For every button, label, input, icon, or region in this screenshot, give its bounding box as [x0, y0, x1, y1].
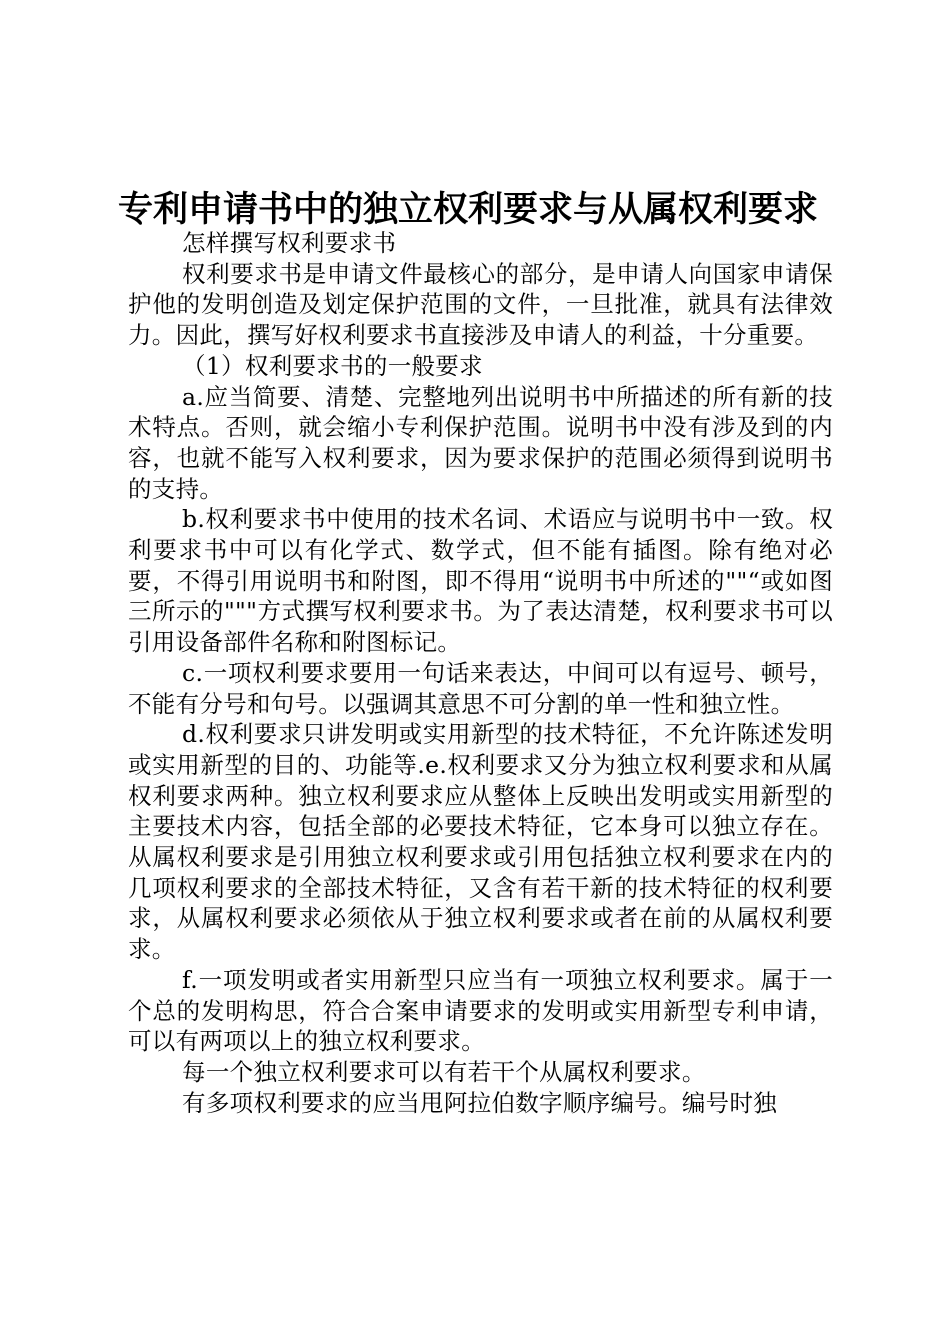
- paragraph-b: b.权利要求书中使用的技术名词、术语应与说明书中一致。权利要求书中可以有化学式、数学式，但不能有插图。除有绝对必要，不得引用说明书和附图，即不得用“说明书中所述的""“或如图三所示的"""方式撰写权利要求书。为了表达清楚，权利要求书可以引用设备部件名称和附图标记。: [128, 505, 833, 657]
- subsection-heading: （1）权利要求书的一般要求: [182, 351, 483, 380]
- document-title: 专利申请书中的独立权利要求与从属权利要求: [118, 190, 819, 230]
- paragraph-numbering: 有多项权利要求的应当甩阿拉伯数字顺序编号。编号时独: [182, 1088, 778, 1117]
- paragraph-dependent-claims: 每一个独立权利要求可以有若干个从属权利要求。: [182, 1057, 706, 1086]
- paragraph-intro: 权利要求书是申请文件最核心的部分，是申请人向国家申请保护他的发明创造及划定保护范围的文件，一旦批准，就具有法律效力。因此，撰写好权利要求书直接涉及申请人的利益，十分重要。: [128, 259, 833, 350]
- paragraph-c: c.一项权利要求要用一句话来表达，中间可以有逗号、顿号，不能有分号和句号。以强调其意思不可分割的单一性和独立性。: [128, 658, 833, 718]
- section-heading: 怎样撰写权利要求书: [182, 229, 397, 257]
- paragraph-d: d.权利要求只讲发明或实用新型的技术特征，不允许陈述发明或实用新型的目的、功能等.e.权利要求又分为独立权利要求和从属权利要求两种。独立权利要求应从整体上反映出发明或实用新型的主要技术内容，包括全部的必要技术特征，它本身可以独立存在。从属权利要求是引用独立权利要求或引用包括独立权利要求在内的几项权利要求的全部技术特征，又含有若干新的技术特征的权利要求，从属权利要求必须依从于独立权利要求或者在前的从属权利要求。: [128, 720, 833, 964]
- paragraph-a: a.应当简要、清楚、完整地列出说明书中所描述的所有新的技术特点。否则，就会缩小专利保护范围。说明书中没有涉及到的内容，也就不能写入权利要求，因为要求保护的范围必须得到说明书的支持。: [128, 382, 833, 503]
- paragraph-f: f.一项发明或者实用新型只应当有一项独立权利要求。属于一个总的发明构思，符合合案申请要求的发明或实用新型专利申请，可以有两项以上的独立权利要求。: [128, 965, 833, 1056]
- document-body: [128, 228, 833, 1118]
